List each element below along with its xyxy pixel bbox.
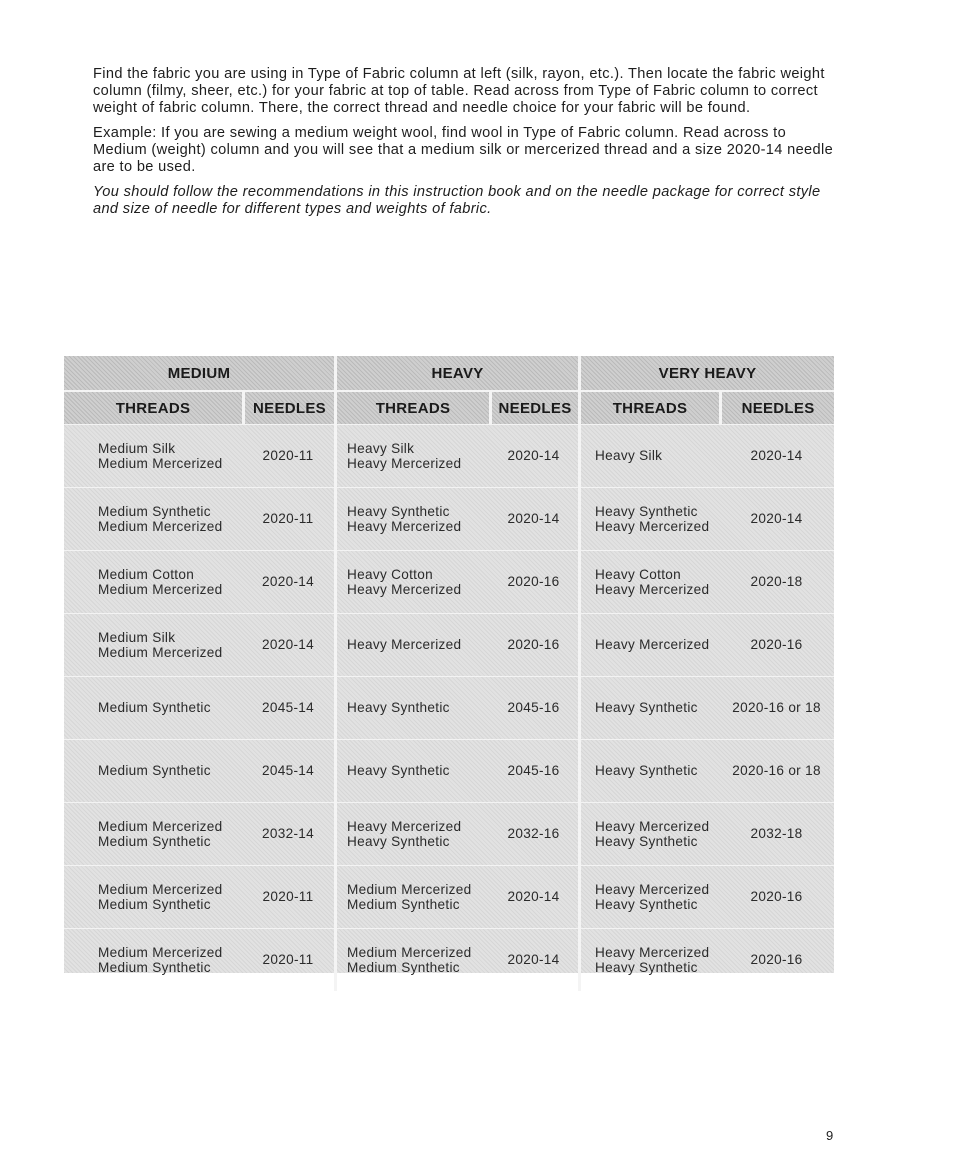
table-row: [64, 424, 834, 487]
thread-line: Heavy Synthetic: [595, 503, 698, 519]
very-heavy-needle-cell: 2020-16 or 18: [719, 739, 834, 802]
medium-needle-cell: 2020-11: [242, 487, 334, 550]
very-heavy-needle-cell: 2032-18: [719, 802, 834, 865]
medium-thread-cell: [64, 676, 242, 739]
medium-needle-cell: 2020-11: [242, 865, 334, 928]
medium-needle-cell: 2020-11: [242, 424, 334, 487]
thread-line: Heavy Synthetic: [347, 503, 450, 519]
thread-line: Heavy Silk: [347, 440, 415, 456]
header-very-heavy: VERY HEAVY: [578, 356, 834, 392]
table-row: [64, 802, 834, 865]
instruction-paragraph-2: Example: If you are sewing a medium weight wool, find wool in Type of Fabric column. Read across to Medium (weight) column and you will see that a medium silk or mercerized thread and a size 2020-14 needle are to be used.: [93, 125, 834, 175]
very-heavy-needle-cell: 2020-18: [719, 550, 834, 613]
thread-line: Heavy Synthetic: [595, 700, 698, 716]
thread-line: Heavy Mercerized: [595, 818, 710, 834]
thread-line: Medium Mercerized: [98, 944, 223, 960]
thread-line: Medium Mercerized: [98, 645, 223, 660]
very-heavy-thread-cell: [578, 928, 719, 991]
thread-line: Heavy Synthetic: [347, 834, 450, 849]
thread-line: Heavy Mercerized: [347, 519, 462, 534]
table-row: [64, 613, 834, 676]
subheader-very-heavy-needles: NEEDLES: [719, 392, 834, 424]
instruction-note: You should follow the recommendations in this instruction book and on the needle package for correct style and size of needle for different types and weights of fabric.: [93, 184, 821, 217]
thread-line: Medium Silk: [98, 629, 176, 645]
medium-thread-cell: [64, 802, 242, 865]
medium-thread-cell: [64, 424, 242, 487]
thread-line: Heavy Cotton: [595, 566, 681, 582]
thread-line: Medium Synthetic: [347, 897, 460, 912]
thread-line: Medium Mercerized: [98, 818, 223, 834]
subheader-heavy-threads: THREADS: [334, 392, 489, 424]
heavy-thread-cell: [334, 928, 489, 991]
subheader-heavy-needles: NEEDLES: [489, 392, 578, 424]
thread-line: Medium Mercerized: [98, 881, 223, 897]
very-heavy-thread-cell: [578, 613, 719, 676]
heavy-needle-cell: 2020-14: [489, 424, 578, 487]
medium-thread-cell: [64, 739, 242, 802]
instruction-paragraph-1: Find the fabric you are using in Type of Fabric column at left (silk, rayon, etc.). Then locate the fabric weight column (filmy, sheer, etc.) for your fabric at top of table. Read across from Type of Fabric column to correct weight of fabric column. There, the correct thread and needle choice for your fabric will be found.: [93, 66, 825, 116]
thread-line: Heavy Mercerized: [595, 582, 710, 597]
medium-needle-cell: 2020-14: [242, 550, 334, 613]
very-heavy-thread-cell: [578, 865, 719, 928]
subheader-medium-threads: THREADS: [64, 392, 242, 424]
thread-line: Medium Mercerized: [98, 582, 223, 597]
heavy-needle-cell: 2020-14: [489, 928, 578, 991]
thread-line: Medium Synthetic: [98, 763, 211, 779]
very-heavy-thread-cell: [578, 487, 719, 550]
heavy-thread-cell: [334, 613, 489, 676]
thread-line: Medium Synthetic: [98, 960, 211, 975]
thread-line: Medium Synthetic: [98, 897, 211, 912]
heavy-thread-cell: [334, 865, 489, 928]
heavy-needle-cell: 2020-14: [489, 865, 578, 928]
thread-line: Heavy Synthetic: [595, 897, 698, 912]
very-heavy-needle-cell: 2020-16 or 18: [719, 676, 834, 739]
table-row: [64, 865, 834, 928]
very-heavy-needle-cell: 2020-16: [719, 865, 834, 928]
thread-line: Heavy Cotton: [347, 566, 433, 582]
thread-line: Heavy Mercerized: [347, 818, 462, 834]
medium-needle-cell: 2045-14: [242, 676, 334, 739]
heavy-thread-cell: [334, 550, 489, 613]
very-heavy-thread-cell: [578, 739, 719, 802]
thread-line: Medium Silk: [98, 440, 176, 456]
medium-needle-cell: 2020-11: [242, 928, 334, 991]
thread-line: Heavy Synthetic: [595, 834, 698, 849]
instructions: [93, 66, 835, 226]
thread-line: Heavy Mercerized: [595, 637, 710, 653]
medium-thread-cell: [64, 928, 242, 991]
header-heavy: HEAVY: [334, 356, 578, 392]
thread-line: Medium Cotton: [98, 566, 195, 582]
thread-line: Heavy Synthetic: [347, 763, 450, 779]
thread-line: Heavy Synthetic: [595, 960, 698, 975]
heavy-needle-cell: 2045-16: [489, 676, 578, 739]
heavy-needle-cell: 2020-16: [489, 550, 578, 613]
thread-line: Medium Synthetic: [98, 503, 211, 519]
heavy-thread-cell: [334, 424, 489, 487]
medium-thread-cell: [64, 865, 242, 928]
very-heavy-needle-cell: 2020-14: [719, 424, 834, 487]
table-row: [64, 739, 834, 802]
heavy-needle-cell: 2020-14: [489, 487, 578, 550]
thread-line: Medium Mercerized: [98, 456, 223, 471]
table-row: [64, 550, 834, 613]
thread-line: Heavy Synthetic: [595, 763, 698, 779]
thread-line: Heavy Mercerized: [595, 944, 710, 960]
thread-line: Medium Synthetic: [347, 960, 460, 975]
heavy-thread-cell: [334, 487, 489, 550]
thread-line: Heavy Silk: [595, 448, 663, 464]
table-row: [64, 928, 834, 991]
medium-needle-cell: 2032-14: [242, 802, 334, 865]
thread-line: Medium Synthetic: [98, 700, 211, 716]
heavy-thread-cell: [334, 739, 489, 802]
medium-thread-cell: [64, 613, 242, 676]
medium-thread-cell: [64, 487, 242, 550]
subheader-medium-needles: NEEDLES: [242, 392, 334, 424]
heavy-needle-cell: 2020-16: [489, 613, 578, 676]
very-heavy-needle-cell: 2020-16: [719, 928, 834, 991]
heavy-thread-cell: [334, 802, 489, 865]
heavy-thread-cell: [334, 676, 489, 739]
medium-needle-cell: 2020-14: [242, 613, 334, 676]
thread-line: Heavy Mercerized: [595, 519, 710, 534]
thread-line: Heavy Mercerized: [347, 582, 462, 597]
very-heavy-thread-cell: [578, 424, 719, 487]
thread-line: Medium Mercerized: [347, 881, 472, 897]
header-medium: MEDIUM: [64, 356, 334, 392]
thread-needle-table: [64, 356, 834, 973]
subheader-very-heavy-threads: THREADS: [578, 392, 719, 424]
very-heavy-needle-cell: 2020-16: [719, 613, 834, 676]
very-heavy-thread-cell: [578, 802, 719, 865]
table-row: [64, 676, 834, 739]
thread-line: Heavy Mercerized: [595, 881, 710, 897]
very-heavy-thread-cell: [578, 550, 719, 613]
thread-line: Heavy Mercerized: [347, 637, 462, 653]
very-heavy-needle-cell: 2020-14: [719, 487, 834, 550]
medium-needle-cell: 2045-14: [242, 739, 334, 802]
thread-line: Heavy Synthetic: [347, 700, 450, 716]
thread-line: Medium Synthetic: [98, 834, 211, 849]
thread-line: Medium Mercerized: [347, 944, 472, 960]
table-row: [64, 487, 834, 550]
thread-line: Medium Mercerized: [98, 519, 223, 534]
page-number: 9: [826, 1128, 834, 1143]
thread-line: Heavy Mercerized: [347, 456, 462, 471]
very-heavy-thread-cell: [578, 676, 719, 739]
medium-thread-cell: [64, 550, 242, 613]
heavy-needle-cell: 2045-16: [489, 739, 578, 802]
thread-needle-chart: [64, 356, 834, 991]
table-body: [64, 424, 834, 991]
heavy-needle-cell: 2032-16: [489, 802, 578, 865]
